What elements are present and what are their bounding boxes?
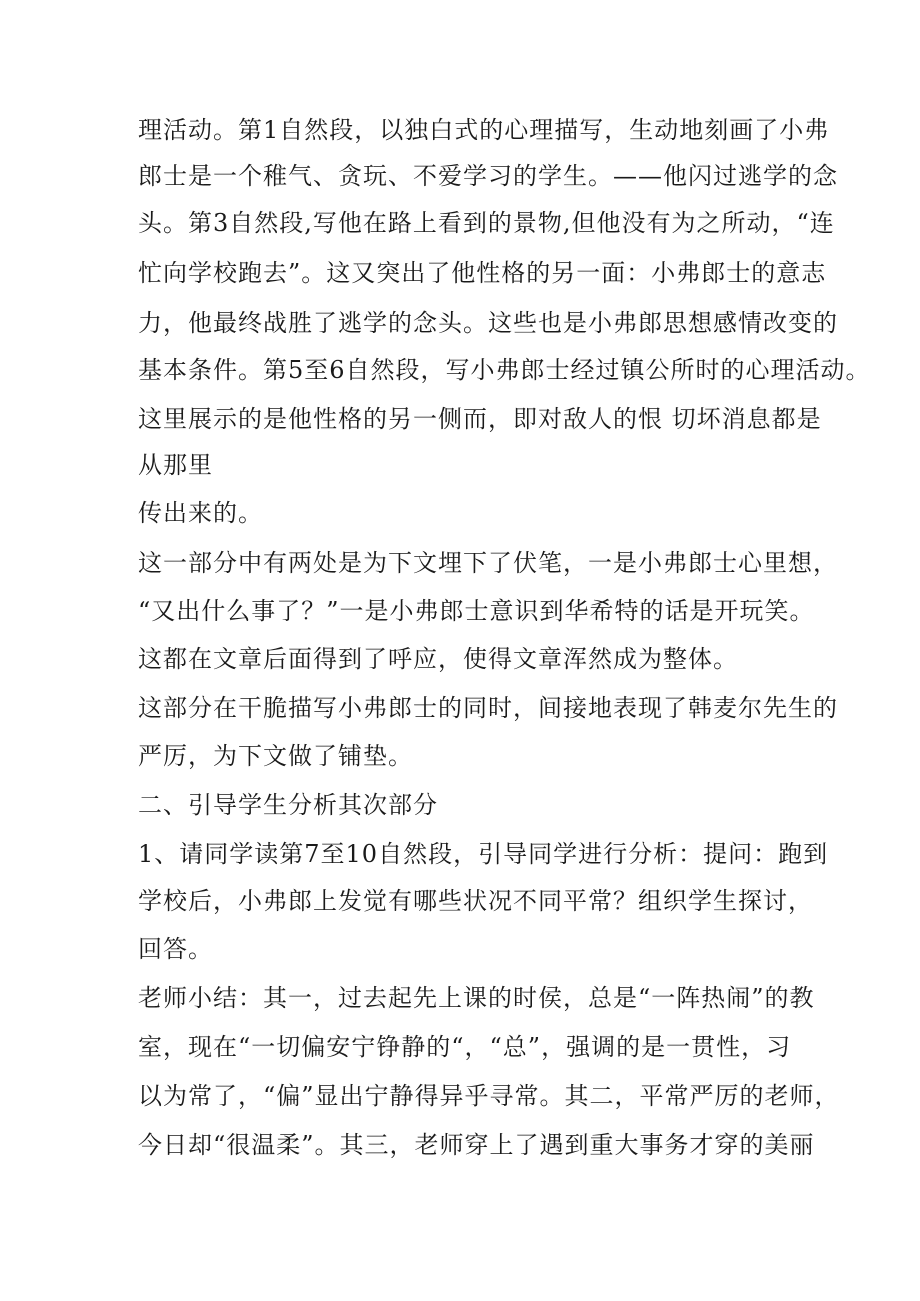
text-line: 从那里 <box>138 451 213 479</box>
text-line: 头。第3自然段,写他在路上看到的景物,但他没有为之所动，“连 <box>138 209 835 237</box>
text-line: 学校后，小弗郎上发觉有哪些状况不同平常？组织学生探讨， <box>138 887 813 915</box>
text-line: 传出来的。 <box>138 499 263 527</box>
text-line: 老师小结：其一，过去起先上课的时侯，总是“一阵热闹”的教 <box>138 984 815 1012</box>
text-line: 理活动。第1自然段，以独白式的心理描写，生动地刻画了小弗 <box>138 116 830 144</box>
text-line: 这一部分中有两处是为下文埋下了伏笔，一是小弗郎士心里想， <box>138 549 838 577</box>
text-line: 郎士是一个稚气、贪玩、不爱学习的学生。——他闪过逃学的念 <box>138 162 838 190</box>
text-line: 这部分在干脆描写小弗郎士的同时，间接地表现了韩麦尔先生的 <box>138 694 838 722</box>
section-heading: 二、引导学生分析其次部分 <box>138 791 438 819</box>
text-line: 1、请同学读第7至10自然段，引导同学进行分析：提问：跑到 <box>138 840 829 868</box>
text-line: 严厉，为下文做了铺垫。 <box>138 742 413 770</box>
text-line: 这都在文章后面得到了呼应，使得文章浑然成为整体。 <box>138 645 738 673</box>
text-line: “又出什么事了？”一是小弗郎士意识到华希特的话是开玩笑。 <box>138 597 815 625</box>
text-line: 忙向学校跑去”。这又突出了他性格的另一面：小弗郎士的意志 <box>138 259 827 287</box>
text-line: 以为常了，“偏”显出宁静得异乎寻常。其二，平常严厉的老师， <box>138 1082 840 1110</box>
text-line: 这里展示的是他性格的另一侧而，即对敌人的恨 切坏消息都是 <box>138 405 822 433</box>
text-line: 基本条件。第5至6自然段，写小弗郎士经过镇公所时的心理活动。 <box>138 356 871 384</box>
text-line: 室，现在“一切偏安宁铮静的“，“总”，强调的是一贯性，习 <box>138 1033 792 1061</box>
text-line: 力，他最终战胜了逃学的念头。这些也是小弗郎思想感情改变的 <box>138 309 838 337</box>
text-line: 回答。 <box>138 935 213 963</box>
text-line: 今日却“很温柔”。其三，老师穿上了遇到重大事务才穿的美丽 <box>138 1131 815 1159</box>
